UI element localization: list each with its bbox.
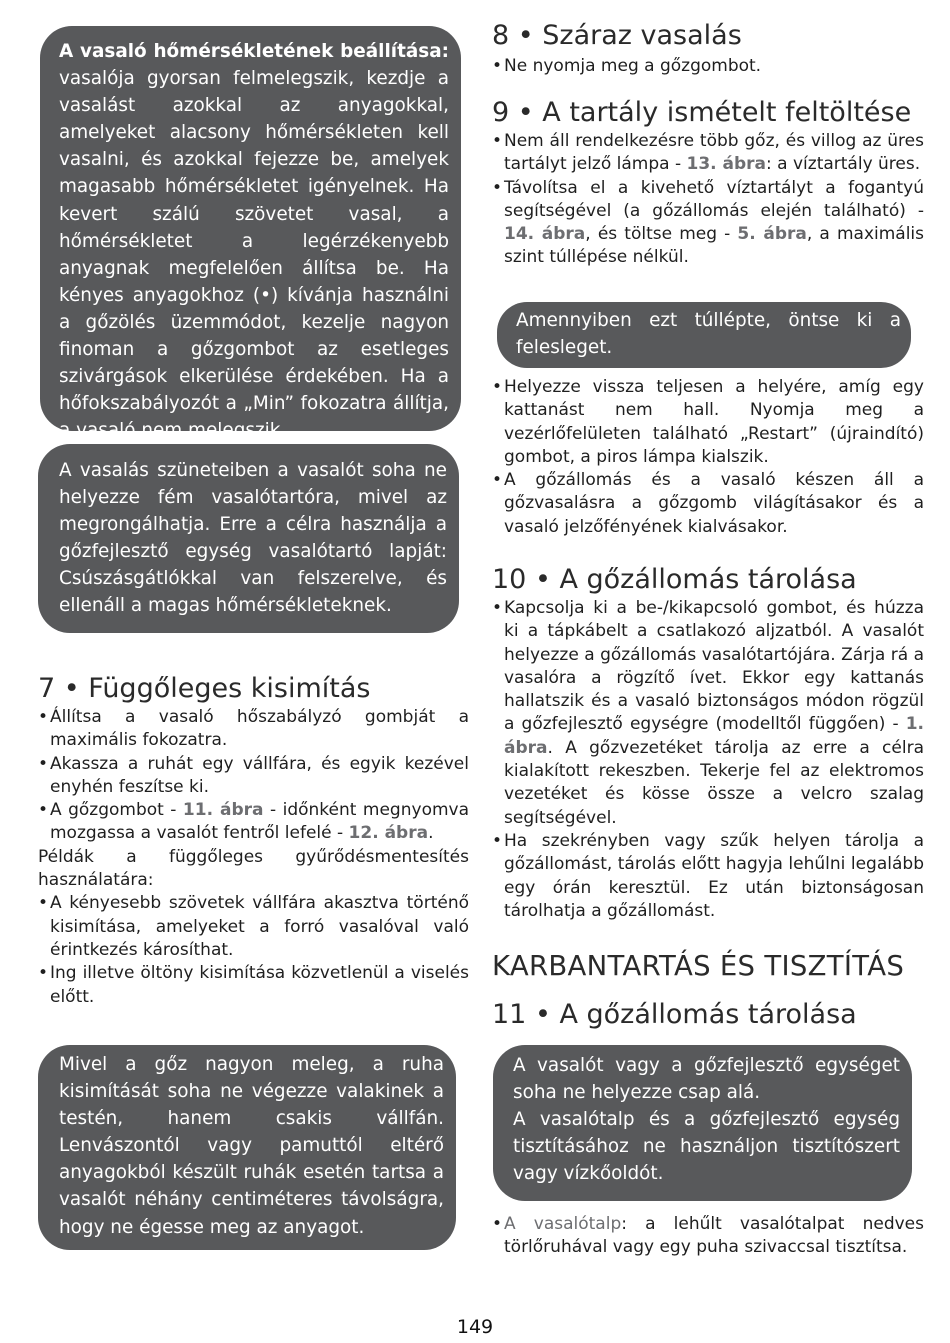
cleaning-warning-text-2: A vasalótalp és a gőzfejlesztő egység tisztításához ne használjon tisztítószert vagy vízkőoldót.	[513, 1109, 900, 1185]
temperature-note-text: vasalója gyorsan felmelegszik, kezdje a vasalást azokkal az anyagokkal, amelyeket alacsony hőmérsékleten kell vasalni, és azokkal fejezze be, amelyek magasabb hőmérsékletet igényelnek. Ha kevert szálú szövetet vasal, a hőmérsékletet a legérzékenyebb anyagnak megfelelően állítsa be. Ha kényes anyagokhoz (•) kívánja használni a gőzölés üzemmódot, kezelje nagyon finoman a gőzgombot az esetleges szivárgások elkerülése érdekében. Ha a hőfokszabályozót a „Min” fokozatra állítja, a vasaló nem melegszik.	[59, 68, 449, 442]
figure-ref: 1. ábra	[504, 714, 924, 758]
steam-safety-warning	[38, 1045, 456, 1250]
temperature-note-heading: A vasaló hőmérsékletének beállítása:	[59, 41, 449, 62]
figure-ref: 11. ábra	[182, 800, 264, 821]
examples-intro: Példák a függőleges gyűrődésmentesítés használatára:	[38, 846, 469, 891]
temperature-setting-note	[40, 26, 461, 442]
figure-ref: 12. ábra	[348, 823, 429, 844]
figure-ref: 14. ábra	[504, 224, 586, 245]
iron-rest-warning-text: A vasalás szüneteiben a vasalót soha ne helyezze fém vasalótartóra, mivel az megrongálhatja. Erre a célra használja a gőzfejlesztő egység vasalótartó lapját: Csúszásgátlókkal van felszerelve, és ellenáll a magas hőmérsékleteknek.	[59, 460, 447, 617]
soleplate-label: A vasalótalp	[504, 1214, 622, 1234]
list-item: • Ne nyomja meg a gőzgombot.	[492, 55, 924, 78]
list-item: • Ha szekrényben vagy szűk helyen tárolja a gőzállomást, tárolás előtt hagyja lehűlni legalább egy órán keresztül. Ez után biztonságosan tárolhatja a gőzállomást.	[492, 830, 924, 923]
overfill-note-text: Amennyiben ezt túllépte, öntse ki a felesleget.	[516, 310, 901, 359]
section-9-body-continued	[492, 376, 924, 539]
list-item: • Akassza a ruhát egy vállfára, és egyik kezével enyhén feszítse ki.	[38, 753, 469, 800]
list-item: • Kapcsolja ki a be-/kikapcsoló gombot, és húzza ki a tápkábelt a csatlakozó aljzatból. A vasalót helyezze a gőzállomás vasalótartójára. Zárja rá a vasalóra a rögzítő ívet. Ekkor egy kattanás hallatszik és a vasaló biztonságos módon rögzül a gőzfejlesztő egységre (modelltől függően) - 1. ábra. A gőzvezetéket tárolja az erre a célra kialakított rekeszben. Tekerje fel az elektromos vezetéket és kösse össze a velcro szalag segítségével.	[492, 597, 924, 830]
section-11-body	[492, 1213, 924, 1260]
list-item: • A kényesebb szövetek vállfára akasztva történő kisimítása, amelyeket a forró vasalóval való érintkezés károsíthat.	[38, 892, 469, 962]
list-item: • A vasalótalp: a lehűlt vasalótalpat nedves törlőruhával vagy egy puha szivaccsal tisztítsa.	[492, 1213, 924, 1260]
figure-ref: 5. ábra	[737, 224, 807, 245]
page-number: 149	[456, 1316, 494, 1338]
iron-rest-warning	[38, 444, 459, 633]
section-8-title: 8 • Száraz vasalás	[492, 20, 742, 51]
section-9-title: 9 • A tartály ismételt feltöltése	[492, 97, 912, 128]
list-item: • A gőzgombot - 11. ábra - időnként megnyomva mozgassa a vasalót fentről lefelé - 12. ábra.	[38, 799, 469, 846]
section-8-body	[492, 55, 924, 78]
list-item: • A gőzállomás és a vasaló készen áll a gőzvasalásra a gőzgomb világításakor és a vasaló jelzőfényének kialvásakor.	[492, 469, 924, 539]
list-item: • Ing illetve öltöny kisimítása közvetlenül a viselés előtt.	[38, 962, 469, 1009]
section-7-body	[38, 706, 469, 1009]
section-7-title: 7 • Függőleges kisimítás	[38, 673, 371, 704]
maintenance-heading: KARBANTARTÁS ÉS TISZTÍTÁS	[492, 950, 905, 982]
cleaning-warning-text-1: A vasalót vagy a gőzfejlesztő egységet soha ne helyezze csap alá.	[513, 1055, 900, 1104]
list-item: • Távolítsa el a kivehető víztartályt a fogantyú segítségével (a gőzállomás elején található) - 14. ábra, és töltse meg - 5. ábra, a maximális szint túllépése nélkül.	[492, 177, 924, 270]
cleaning-warning	[493, 1045, 912, 1201]
steam-safety-warning-text: Mivel a gőz nagyon meleg, a ruha kisimítását soha ne végezze valakinek a testén, hanem csakis vállfán. Lenvászontól vagy pamuttól eltérő anyagokból készült ruhák esetén tartsa a vasalót néhány centiméteres távolságra, hogy ne égesse meg az anyagot.	[59, 1054, 444, 1238]
list-item: • Nem áll rendelkezésre több gőz, és villog az üres tartályt jelző lámpa - 13. ábra: a víztartály üres.	[492, 130, 924, 177]
figure-ref: 13. ábra	[686, 154, 767, 175]
section-10-title: 10 • A gőzállomás tárolása	[492, 564, 857, 595]
section-10-body	[492, 597, 924, 923]
list-item: • Állítsa a vasaló hőszabályzó gombját a maximális fokozatra.	[38, 706, 469, 753]
section-11-title: 11 • A gőzállomás tárolása	[492, 999, 857, 1030]
overfill-note	[497, 302, 911, 368]
section-9-body	[492, 130, 924, 270]
list-item: • Helyezze vissza teljesen a helyére, amíg egy kattanást nem hall. Nyomja meg a vezérlőfelületen található „Restart” (újraindító) gombot, a piros lámpa kialszik.	[492, 376, 924, 469]
